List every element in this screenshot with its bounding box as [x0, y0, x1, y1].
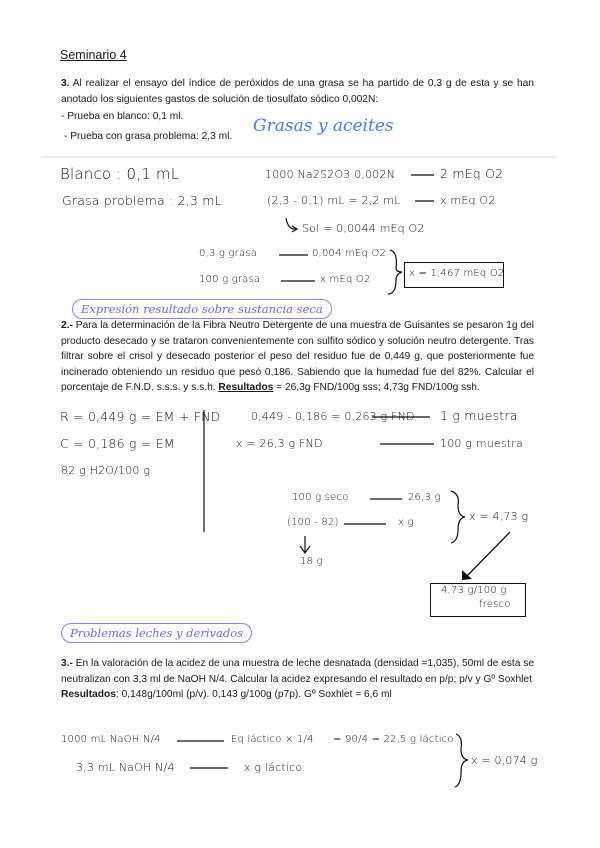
- results-value: = 26,3g FND/100g sss; 4,73g FND/100g ssh.: [273, 382, 480, 394]
- hw-eq1-left: 1000 Na2S2O3 0,002N: [265, 168, 396, 181]
- hw-r1-left: 0,3 g grasa: [199, 248, 258, 259]
- hw-x-fnd: x = 26,3 g FND: [236, 437, 323, 450]
- hw-xg-lactico: x g láctico: [244, 761, 303, 774]
- hw-humedad: 82 g H2O/100 g: [61, 464, 151, 477]
- hw-final-fresco: fresco: [479, 599, 511, 610]
- hw-final-value: 4,73 g/100 g: [441, 585, 507, 596]
- exercise-number: 3.-: [61, 658, 73, 669]
- exercise-text: Para la determinación de la Fibra Neutro Detergente de una muestra de Guisantes se pesaron 1g del producto desecado y se trataron convenientemente con sulfito sódico y solución neutro detergente. Tras filtrar sobre el crisol y desecado posterior el peso del residuo fue de 0,449 g, que posteriormente fue incinerado obteniendo un residuo que pesó 0,186. Sabiendo que la humedad fue del 82%. Calcular el porcentaje de F.N.D. s.s.s. y s.s.h.: [61, 320, 534, 394]
- hw-26-3g: 26,3 g: [408, 492, 441, 503]
- hw-1000ml-naoh: 1000 mL NaOH N/4: [61, 734, 161, 745]
- hw-x-473: x = 4,73 g: [469, 510, 529, 523]
- exercise-3b-statement: [61, 656, 534, 703]
- pill-expresion-seca: Expresión resultado sobre sustancia seca: [72, 299, 332, 319]
- hw-eq2-left: (2,3 - 0,1) mL = 2,2 mL: [267, 194, 401, 207]
- hw-ceniza: C = 0,186 g = EM: [60, 436, 175, 451]
- results-label: Resultados: [61, 689, 116, 701]
- hw-calc-fnd: 0,449 - 0,186 = 0,263 g FND: [251, 410, 415, 423]
- results-value: : 0,148g/100ml (p/v). 0,143 g/100g (p7p). Gº Soxhlet = 6,6 ml: [115, 689, 392, 701]
- exercise-text: En la valoración de la acidez de una muestra de leche desnatada (densidad =1,035), 50ml de esta se neutralizan con 3,3 ml de NaOH N/4. Calcular la acidez expresando el resultado en p/p; p/v y Gº Soxhlet: [61, 658, 534, 685]
- hw-r1-right: 0,004 mEq O2: [312, 248, 387, 259]
- exercise-2-statement: [61, 318, 534, 396]
- results-label: Resultados: [218, 382, 274, 394]
- brace: [455, 734, 468, 787]
- page-title: Seminario 4: [60, 48, 127, 62]
- diagonal-arrow: [465, 532, 510, 578]
- bullet-fat-test: - Prueba con grasa problema: 2,3 ml.: [64, 131, 233, 142]
- hw-22-5g: = 90/4 = 22,5 g láctico: [333, 734, 454, 745]
- hw-blanco: Blanco : 0,1 mL: [60, 165, 180, 183]
- hw-eq1-right: 2 mEq O2: [440, 166, 504, 181]
- exercise-text: Al realizar el ensayo del índice de peróxidos de una grasa se ha partido de 0,3 g de esta y se han anotado los siguientes gastos de solución de tiosulfato sódico 0,002N:: [61, 78, 534, 105]
- hw-r2-left: 100 g grasa: [199, 274, 261, 285]
- hw-eq-lactico: Eq láctico × 1/4: [231, 734, 314, 745]
- hw-result-0074: x = 0,074 g: [471, 754, 538, 767]
- hw-xg: x g: [398, 517, 414, 528]
- hw-3-3ml-naoh: 3,3 mL NaOH N/4: [76, 761, 175, 774]
- pill-leches-derivados: Problemas leches y derivados: [61, 623, 252, 643]
- hw-grasa-problema: Grasa problema : 2,3 mL: [62, 193, 222, 208]
- hw-1g-muestra: 1 g muestra: [440, 408, 518, 423]
- hw-residuo: R = 0,449 g = EM + FND: [60, 409, 221, 424]
- hw-100g-muestra: 100 g muestra: [440, 437, 523, 450]
- hw-sol: Sol = 0,0044 mEq O2: [302, 222, 425, 235]
- annotation-grasas-aceites: Grasas y aceites: [253, 116, 394, 136]
- hw-eq2-right: x mEq O2: [440, 194, 496, 207]
- brace: [388, 250, 402, 294]
- hw-result: x = 1,467 mEq O2: [409, 268, 505, 279]
- bullet-blank-test: - Prueba en blanco: 0,1 ml.: [61, 111, 184, 122]
- brace: [451, 491, 465, 543]
- hw-r2-right: x mEq O2: [320, 274, 371, 285]
- hw-100g-seco: 100 g seco: [292, 492, 349, 503]
- exercise-number: 2.-: [61, 320, 73, 331]
- final-result-box: [430, 583, 526, 617]
- exercise-number: 3.: [61, 78, 70, 89]
- result-box: [404, 262, 504, 288]
- hw-18g: 18 g: [300, 556, 323, 567]
- hw-100-82: (100 - 82): [287, 517, 339, 528]
- exercise-3-statement: [61, 76, 534, 107]
